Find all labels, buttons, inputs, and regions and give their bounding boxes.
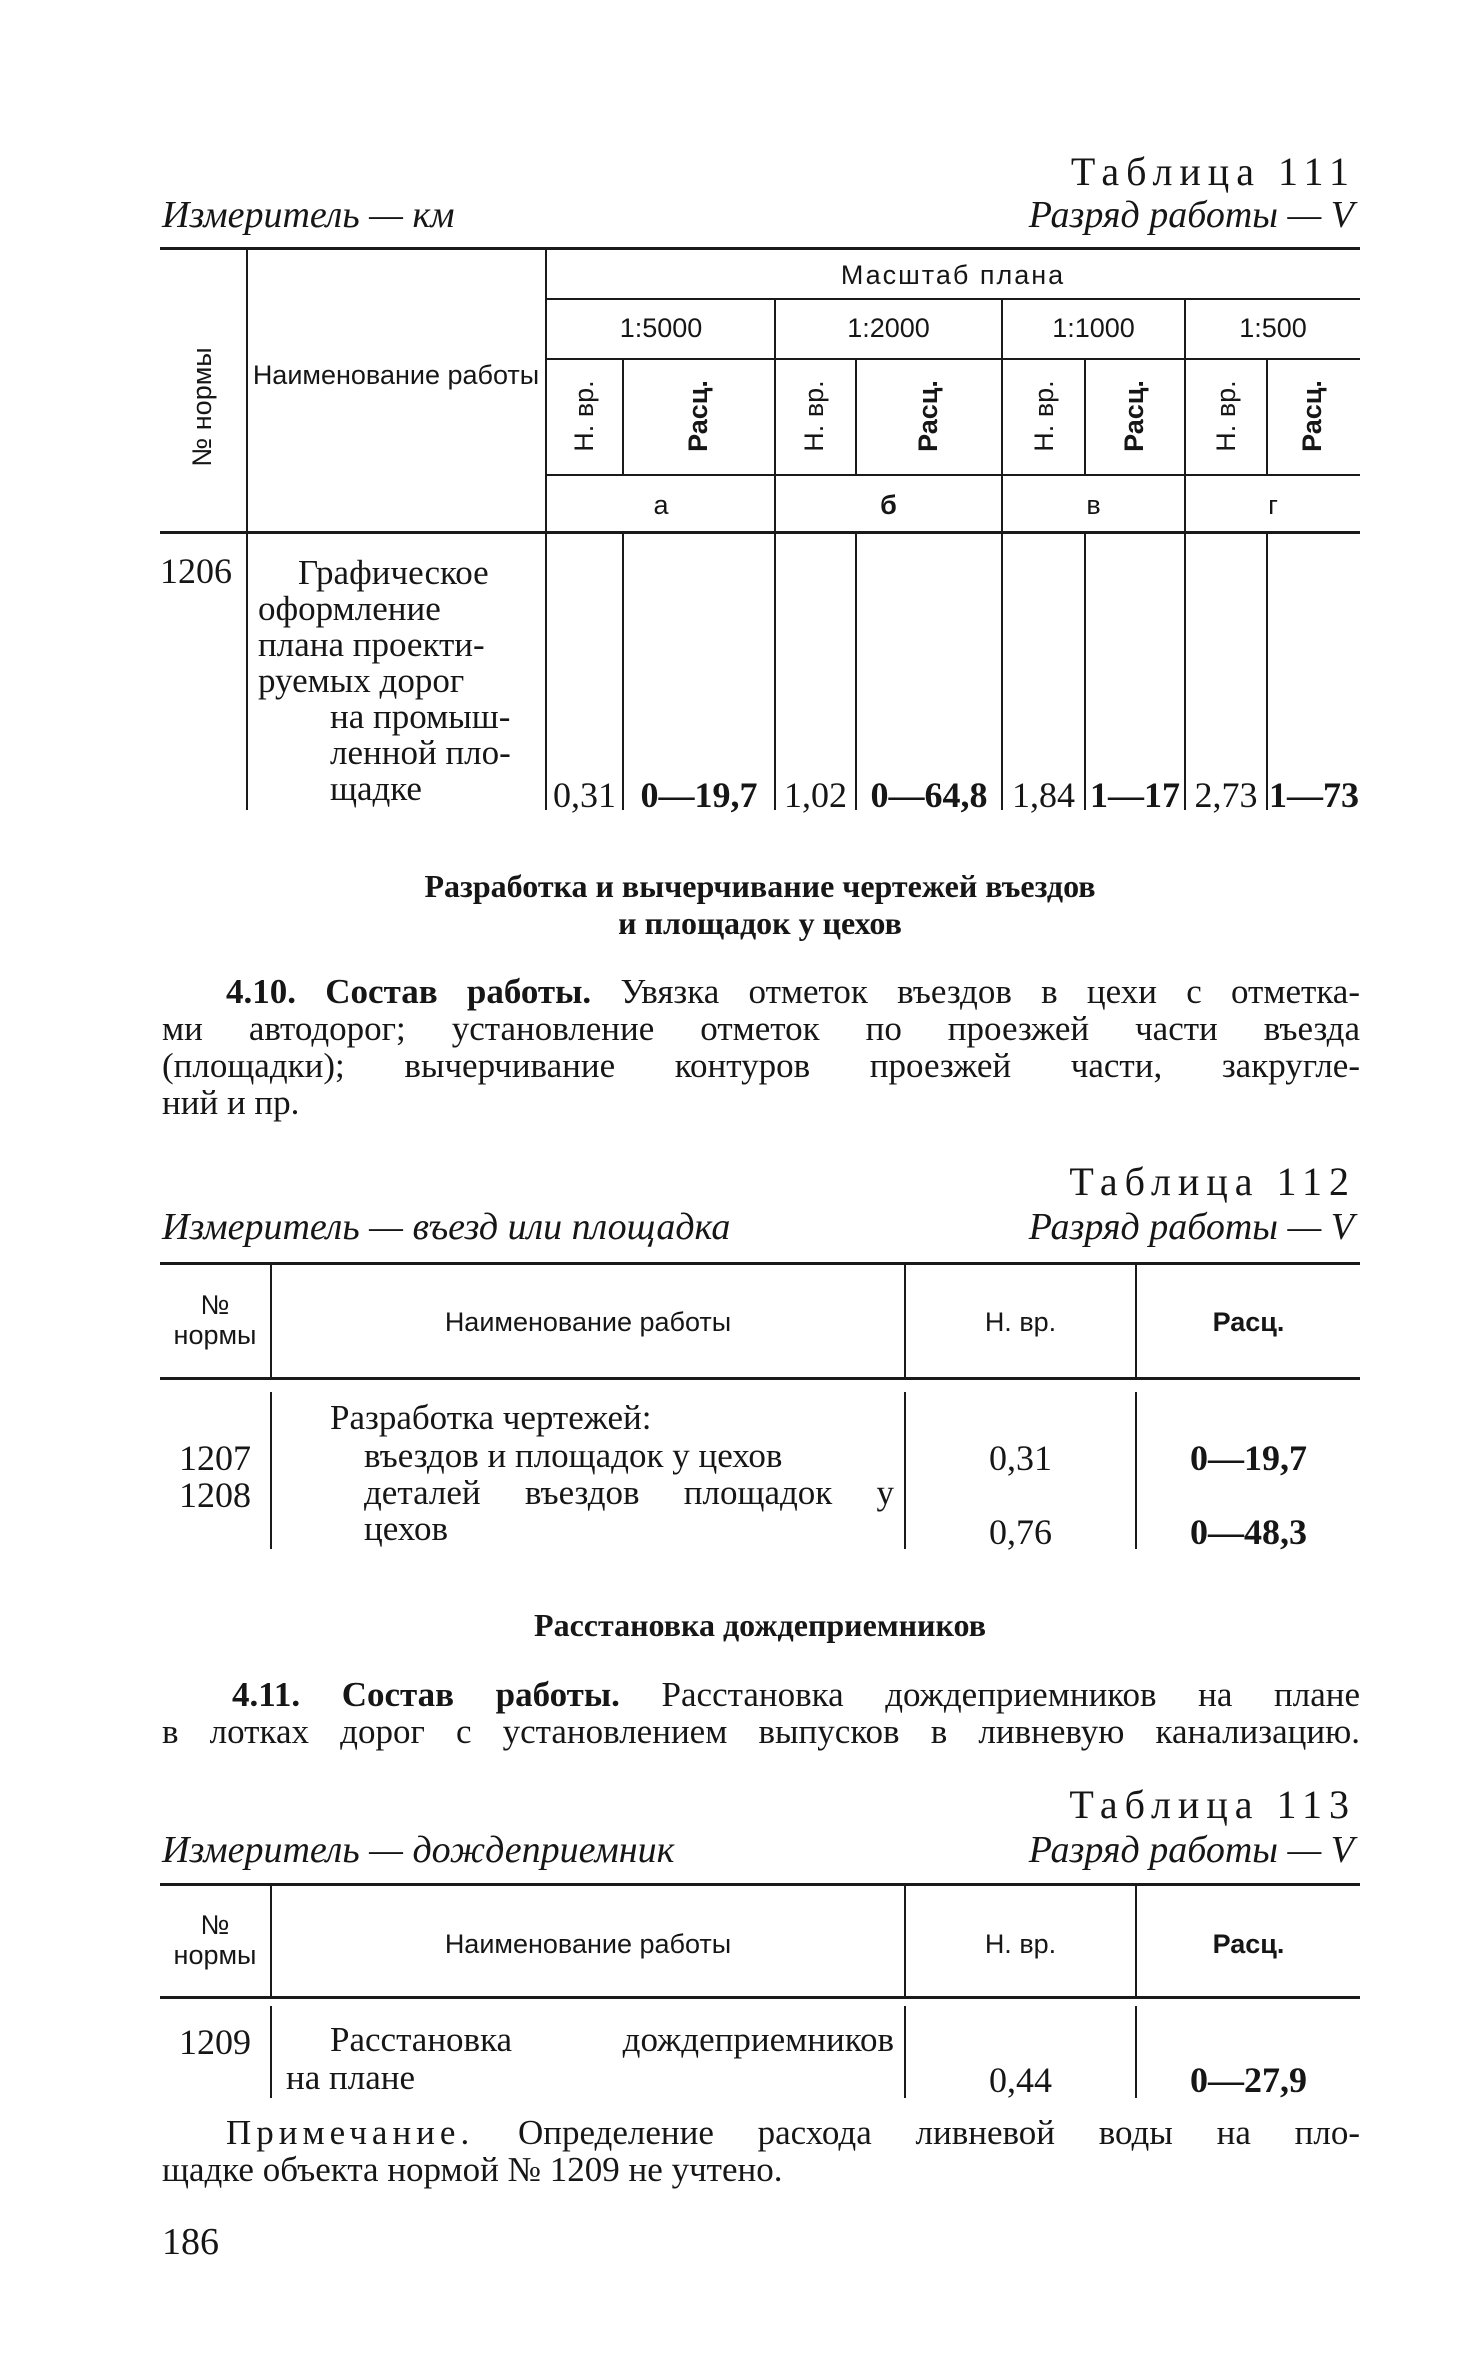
table-111-title: Таблица 111 xyxy=(1070,149,1356,194)
sub-hvr-d: Н. вр. xyxy=(1211,380,1241,452)
col-norm-number-header: № нормы xyxy=(187,347,217,467)
scale-1-2000: 1:2000 xyxy=(847,313,930,343)
section-heading-1: Разработка и вычерчивание чертежей въездов и площадок у цехов xyxy=(424,868,1096,941)
hvr-1207: 0,31 xyxy=(989,1438,1052,1478)
sub-rasc-b: Расц. xyxy=(913,380,943,452)
col-hvr-header: Н. вр. xyxy=(984,1307,1057,1337)
scale-1-5000: 1:5000 xyxy=(619,313,703,343)
footnote: Примечание. Определение расхода ливневой воды на пло- щадке объекта нормой № 1209 не учтено. xyxy=(162,2113,1361,2189)
work-name-1208-line2: цехов xyxy=(364,1509,448,1548)
table-113-unit: Измеритель — дождеприемник xyxy=(162,1829,675,1871)
sub-hvr-b: Н. вр. xyxy=(799,380,829,452)
value-rasc-a: 0—19,7 xyxy=(640,775,758,815)
value-rasc-c: 1—17 xyxy=(1090,775,1180,815)
norm-number-1208: 1208 xyxy=(179,1475,251,1515)
norm-number-1206: 1206 xyxy=(160,551,232,591)
rasc-1207: 0—19,7 xyxy=(1190,1438,1307,1478)
work-name-1207: въездов и площадок у цехов xyxy=(364,1436,783,1475)
paragraph-4-11: 4.11. Состав работы. Расстановка дождеприемников на плане в лотках дорог с установлением выпусков в ливневую канализацию. xyxy=(162,1675,1361,1751)
value-hvr-b: 1,02 xyxy=(784,775,847,815)
sub-hvr-a: Н. вр. xyxy=(569,380,599,452)
work-name-1206: Графическое оформление плана проекти- руемых дорог на промыш- ленной пло- щадке xyxy=(258,553,511,808)
letter-d: г xyxy=(1268,490,1278,520)
sub-rasc-a: Расц. xyxy=(683,380,713,452)
table-112-unit: Измеритель — въезд или площадка xyxy=(162,1206,731,1248)
norm-number-1209: 1209 xyxy=(179,2022,251,2062)
section-heading-2: Расстановка дождеприемников xyxy=(534,1607,986,1643)
sub-rasc-c: Расц. xyxy=(1119,380,1149,452)
page-number: 186 xyxy=(162,2221,219,2263)
table-113-grade: Разряд работы — V xyxy=(1028,1829,1354,1871)
table-111-grade: Разряд работы — V xyxy=(1028,194,1354,236)
value-hvr-a: 0,31 xyxy=(553,775,616,815)
letter-a: а xyxy=(653,490,669,520)
value-rasc-d: 1—73 xyxy=(1269,775,1359,815)
table-112-grade: Разряд работы — V xyxy=(1028,1206,1354,1248)
scale-1-500: 1:500 xyxy=(1239,313,1307,343)
table-112-title: Таблица 112 xyxy=(1069,1159,1356,1204)
norm-number-1207: 1207 xyxy=(179,1438,251,1478)
sub-rasc-d: Расц. xyxy=(1297,380,1327,452)
col-rasc-header: Расц. xyxy=(1212,1307,1285,1337)
paragraph-4-10: 4.10. Состав работы. Увязка отметок въездов в цехи с отметка- ми автодорог; установление отметок по проезжей части въезда (площадки); вычерчивание контуров проезжей части, закругле- ний и пр. xyxy=(162,972,1360,1122)
hvr-1209: 0,44 xyxy=(989,2060,1052,2100)
col-norm-number-header: № нормы xyxy=(173,1290,257,1350)
work-name-1209-line2: на плане xyxy=(286,2058,416,2097)
work-intro: Разработка чертежей: xyxy=(330,1398,652,1437)
col-scale-header: Масштаб плана xyxy=(840,260,1066,290)
col-work-name-header: Наименование работы xyxy=(252,360,540,390)
sub-hvr-c: Н. вр. xyxy=(1029,380,1059,452)
work-name-1209-line1: Расстановка дождеприемников xyxy=(330,2020,894,2059)
col-rasc-header: Расц. xyxy=(1212,1929,1285,1959)
value-hvr-c: 1,84 xyxy=(1012,775,1075,815)
value-rasc-b: 0—64,8 xyxy=(870,775,988,815)
table-111-unit: Измеритель — км xyxy=(162,194,455,236)
letter-b: б xyxy=(880,490,897,520)
letter-c: в xyxy=(1086,490,1101,520)
table-113-title: Таблица 113 xyxy=(1069,1782,1356,1827)
col-hvr-header: Н. вр. xyxy=(984,1929,1057,1959)
scale-1-1000: 1:1000 xyxy=(1052,313,1135,343)
value-hvr-d: 2,73 xyxy=(1194,775,1258,815)
col-norm-number-header: № нормы xyxy=(173,1910,257,1970)
rasc-1209: 0—27,9 xyxy=(1190,2060,1307,2100)
work-name-1208-line1: деталей въездов площадок у xyxy=(364,1473,894,1512)
col-work-name-header: Наименование работы xyxy=(444,1307,732,1337)
col-work-name-header: Наименование работы xyxy=(444,1929,732,1959)
hvr-1208: 0,76 xyxy=(989,1512,1052,1552)
rasc-1208: 0—48,3 xyxy=(1190,1512,1307,1552)
